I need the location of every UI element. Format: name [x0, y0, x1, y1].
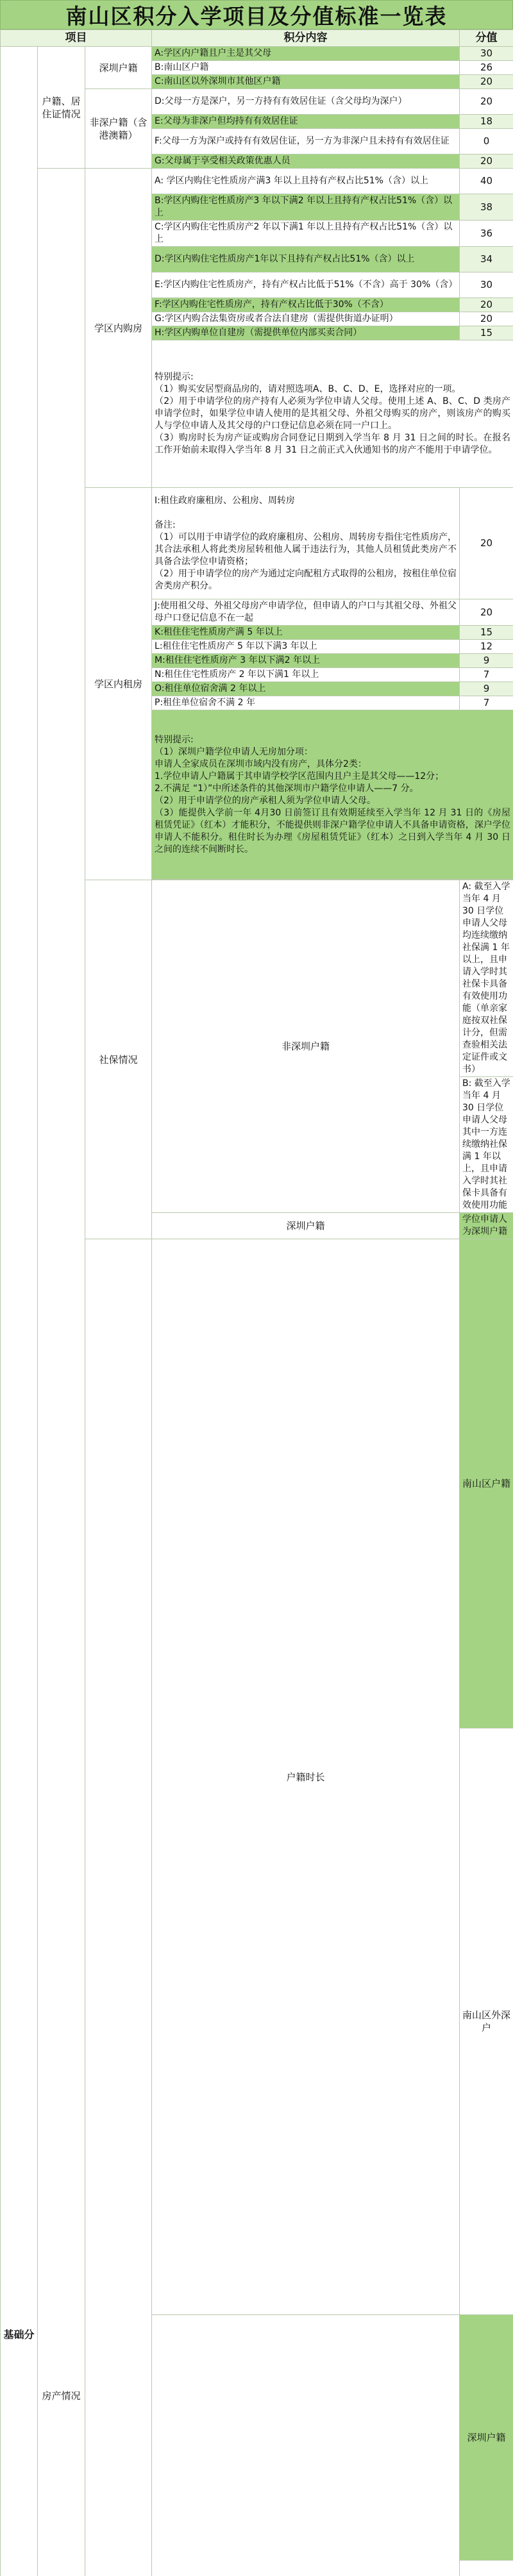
row-text: A: 学区内购住宅性质房产满3 年以上且持有产权占比51%（含）以上 — [152, 169, 460, 194]
sub2-hj-ns: 南山区户籍 — [460, 1239, 513, 1728]
row-score: 20 — [460, 599, 513, 626]
category-base: 基础分 — [1, 47, 38, 2576]
row-text: O:租住单位宿舍满 2 年以上 — [152, 682, 460, 696]
sub2-sb-non — [460, 2561, 513, 2576]
row-text: C:南山区以外深圳市其他区户籍 — [152, 75, 460, 89]
row-score: 20 — [460, 312, 513, 326]
row-text: E:学区内购住宅性质房产，持有产权占比低于51%（不含）高于 30%（含） — [152, 272, 460, 298]
row-score: 20 — [460, 89, 513, 115]
row-text: B: 截至入学当年 4 月 30 日学位申请人父母其中一方连续缴纳社保满 1 年以上，且申请入学时其社保卡具备有效使用功能 — [460, 1077, 513, 1213]
row-text: D:父母一方是深户，另一方持有有效居住证（含父母均为深户） — [152, 89, 460, 115]
header-score: 分值 — [460, 30, 513, 47]
sub-hujishichang: 户籍时长 — [152, 1239, 460, 2315]
row-score: 34 — [460, 247, 513, 272]
row-text: K:租住住宅性质房产满 5 年以上 — [152, 626, 460, 640]
sub2-ss-non: 非深圳户籍 — [152, 880, 460, 1213]
sub2-sz-hk: 深圳户籍 — [85, 47, 152, 89]
row-score: 26 — [460, 61, 513, 75]
row-score: 7 — [460, 696, 513, 710]
sub2-sb-sz: 深圳户籍 — [460, 2315, 513, 2561]
row-score: 0 — [460, 129, 513, 155]
row-text: B:南山区户籍 — [152, 61, 460, 75]
row-text: I:租住政府廉租房、公租房、周转房 备注: （1）可以用于申请学位的政府廉租房、公租房、周转房专指住宅性质房产，其合法承租人将此类房屋转租他人属于违法行为，其他人员租赁此类房产不具备合法学位申请资格； （2）用于申请学位的房产为通过定向配租方式取得的公租房，按租住单位宿舍类房产积分。 — [152, 488, 460, 599]
row-score: 15 — [460, 326, 513, 340]
row-score: 7 — [460, 668, 513, 682]
row-text: J:使用祖父母、外祖父母房产申请学位，但申请人的户口与其祖父母、外祖父母户口登记信息不在一起 — [152, 599, 460, 626]
row-score: 30 — [460, 47, 513, 61]
category-bonus — [85, 1239, 152, 2576]
sub2-ss-sz: 深圳户籍 — [152, 1213, 460, 1239]
row-text: D:学区内购住宅性质房产1年以下且持有产权占比51%（含）以上 — [152, 247, 460, 272]
row-text: M:租住住宅性质房产 3 年以下满2 年以上 — [152, 654, 460, 668]
row-score: 30 — [460, 272, 513, 298]
table-row — [1, 47, 513, 61]
sub-shebaoshichang — [152, 2315, 460, 2576]
page-title: 南山区积分入学项目及分值标准一览表 — [0, 0, 513, 29]
sub2-buy: 学区内购房 — [85, 169, 152, 488]
row-text: C:学区内购住宅性质房产2 年以下满1 年以上且持有产权占比51%（含）以上 — [152, 221, 460, 247]
row-text: A: 截至入学当年 4 月 30 日学位申请人父母均连续缴纳社保满 1 年以上，且申请入学时其社保卡具备有效使用功能（单亲家庭按双社保计分，但需查验相关法定证件或文书） — [460, 880, 513, 1077]
row-text: 学位申请人为深圳户籍 — [460, 1213, 513, 1239]
row-score: 40 — [460, 169, 513, 194]
row-score: 9 — [460, 654, 513, 668]
row-score: 15 — [460, 626, 513, 640]
buy-note: 特别提示: （1）购买安居型商品房的，请对照选项A、B、C、D、E，选择对应的一项。 （2）用于申请学位的房产持有人必须为学位申请人父母。使用上述 A、B、C、D 类房产申请学位时，如果学位申请人使用的是其祖父母、外祖父母购买的房产，则该房产的购买人与学位申请人及其父母的户口登记信息必须在同一户口上。 （3）购房时长为房产证或购房合同登记日期到入学当年 8 月 31 日之间的时长。在报名工作开始前未取得入学当年 8 月 31 日之前正式入伙通知书的房产不能用于申请学位。 — [152, 340, 513, 488]
row-score: 12 — [460, 640, 513, 654]
row-text: B:学区内购住宅性质房产3 年以下满2 年以上且持有产权占比51%（含）以上 — [152, 194, 460, 221]
sub2-hj-out: 南山区外深户 — [460, 1728, 513, 2315]
row-score: 36 — [460, 221, 513, 247]
table-row — [1, 169, 513, 194]
score-table — [0, 29, 513, 2576]
row-score: 18 — [460, 115, 513, 129]
sub-huji: 户籍、居住证情况 — [38, 47, 85, 169]
row-text: G:父母属于享受相关政策优惠人员 — [152, 155, 460, 169]
sub-fangchan: 房产情况 — [38, 169, 85, 2576]
header-row — [1, 30, 513, 47]
header-content: 积分内容 — [152, 30, 460, 47]
row-text: L:租住住宅性质房产 5 年以下满3 年以上 — [152, 640, 460, 654]
row-text: G:学区内购合法集资房或者合法自建房（需提供街道办证明） — [152, 312, 460, 326]
row-text: F:父母一方为深户或持有有效居住证，另一方为非深户且未持有有效居住证 — [152, 129, 460, 155]
header-item: 项目 — [1, 30, 152, 47]
sub2-non-sz: 非深户籍（含港澳籍） — [85, 89, 152, 169]
row-text: H:学区内购单位自建房（需提供单位内部买卖合同） — [152, 326, 460, 340]
row-text: F:学区内购住宅性质房产，持有产权占比低于30%（不含） — [152, 298, 460, 312]
row-score: 20 — [460, 155, 513, 169]
row-text: N:租住住宅性质房产 2 年以下满1 年以上 — [152, 668, 460, 682]
rent-note: 特别提示: （1）深圳户籍学位申请人无房加分项： 申请人全家成员在深圳市域内没有房产，具体分2类： 1.学位申请人户籍属于其申请学校学区范围内且户主是其父母——12分； 2.不满足 “1）”中所述条件的其他深圳市户籍学位申请人——7 分。 （2）用于申请学位的房产承租人须为学位申请人父母。 （3）能提供入学前一年 4月30 日前签订且有效期延续至入学当年 12 月 31 日的《房屋租赁凭证》（红本）才能积分，不能提供则非深户籍学位申请人不具备申请资格，深户学位申请人不能积分。租住时长为办理《房屋租赁凭证》（红本）之日到入学当年 4 月 30 日之间的连续不间断时长。 — [152, 710, 513, 880]
row-score: 9 — [460, 682, 513, 696]
row-score: 20 — [460, 298, 513, 312]
row-text: P:租住单位宿舍不满 2 年 — [152, 696, 460, 710]
sub2-rent: 学区内租房 — [85, 488, 152, 880]
row-score: 38 — [460, 194, 513, 221]
row-text: A:学区内户籍且户主是其父母 — [152, 47, 460, 61]
sub-shebao: 社保情况 — [85, 880, 152, 1239]
row-score: 20 — [460, 75, 513, 89]
row-score: 20 — [460, 488, 513, 599]
row-text: E:父母为非深户但均持有有效居住证 — [152, 115, 460, 129]
